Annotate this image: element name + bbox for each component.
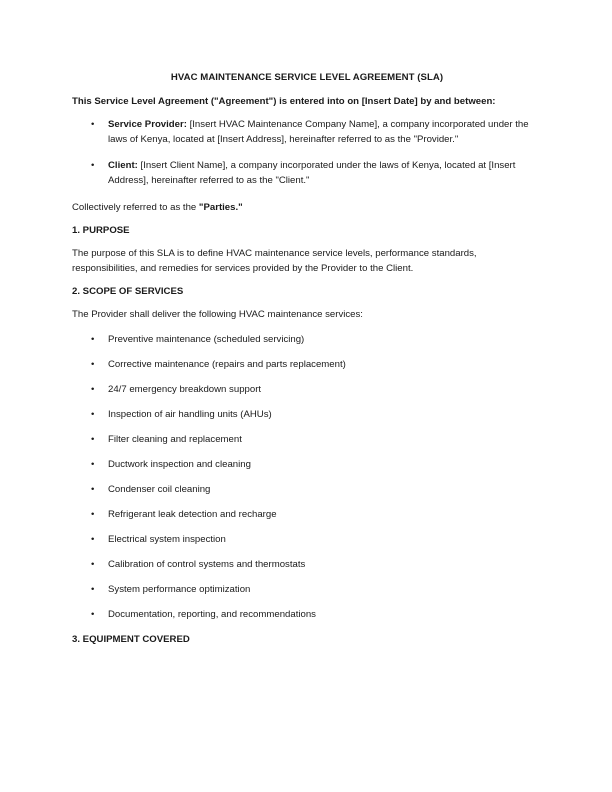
list-item [72,607,542,622]
list-item [72,457,542,472]
bullet-icon: • [91,384,95,395]
bullet-icon: • [91,609,95,620]
bullet-icon: • [91,484,95,495]
collective-bold: "Parties." [198,202,243,213]
service-item: Condenser coil cleaning [108,484,211,495]
service-item: System performance optimization [108,584,251,595]
bullet-icon: • [91,160,95,171]
bullet-icon: • [91,459,95,470]
bullet-icon: • [91,119,95,130]
bullet-icon: • [91,534,95,545]
service-item: Electrical system inspection [108,534,226,545]
service-item: Corrective maintenance (repairs and parts replacement) [108,359,346,370]
bullet-icon: • [91,359,95,370]
list-item [72,158,542,188]
list-item [72,582,542,597]
document-title: HVAC MAINTENANCE SERVICE LEVEL AGREEMENT (SLA) [170,72,444,83]
service-item: Refrigerant leak detection and recharge [108,509,277,520]
list-item [72,507,542,522]
service-item: 24/7 emergency breakdown support [108,384,262,395]
bullet-icon: • [91,334,95,345]
bullet-icon: • [91,434,95,445]
scope-paragraph: The Provider shall deliver the following HVAC maintenance services: [72,309,363,320]
list-item [72,357,542,372]
party-label: Client: [108,160,138,171]
parties-list [72,117,542,188]
party-text: [Insert HVAC Maintenance Company Name], a company incorporated under the laws of Kenya, located at [Insert Address], hereinafter referred to as the "Provider." [108,119,529,145]
service-item: Documentation, reporting, and recommendations [108,609,316,620]
list-item [72,117,542,147]
intro-paragraph: This Service Level Agreement ("Agreement") is entered into on [Insert Date] by and between: [72,96,496,107]
collective-prefix: Collectively referred to as the [72,202,199,213]
list-item [72,482,542,497]
section-heading-scope: 2. SCOPE OF SERVICES [72,286,184,297]
list-item [72,532,542,547]
bullet-icon: • [91,509,95,520]
bullet-icon: • [91,409,95,420]
service-item: Inspection of air handling units (AHUs) [108,409,272,420]
bullet-icon: • [91,559,95,570]
list-item [72,332,542,347]
bullet-icon: • [91,584,95,595]
list-item [72,432,542,447]
collective-paragraph [72,200,542,215]
service-item: Preventive maintenance (scheduled servicing) [108,334,305,345]
party-label: Service Provider: [108,119,187,130]
service-item: Ductwork inspection and cleaning [108,459,251,470]
list-item [72,557,542,572]
section-heading-equipment: 3. EQUIPMENT COVERED [72,634,190,645]
list-item [72,407,542,422]
services-list [72,332,542,622]
service-item: Filter cleaning and replacement [108,434,242,445]
purpose-paragraph: The purpose of this SLA is to define HVAC maintenance service levels, performance standards, responsibilities, and remedies for services provided by the Provider to the Client. [72,248,477,274]
list-item [72,382,542,397]
section-heading-purpose: 1. PURPOSE [72,225,130,236]
service-item: Calibration of control systems and thermostats [108,559,306,570]
party-text: [Insert Client Name], a company incorporated under the laws of Kenya, located at [Insert Address], hereinafter referred to as the "Client." [108,160,516,186]
